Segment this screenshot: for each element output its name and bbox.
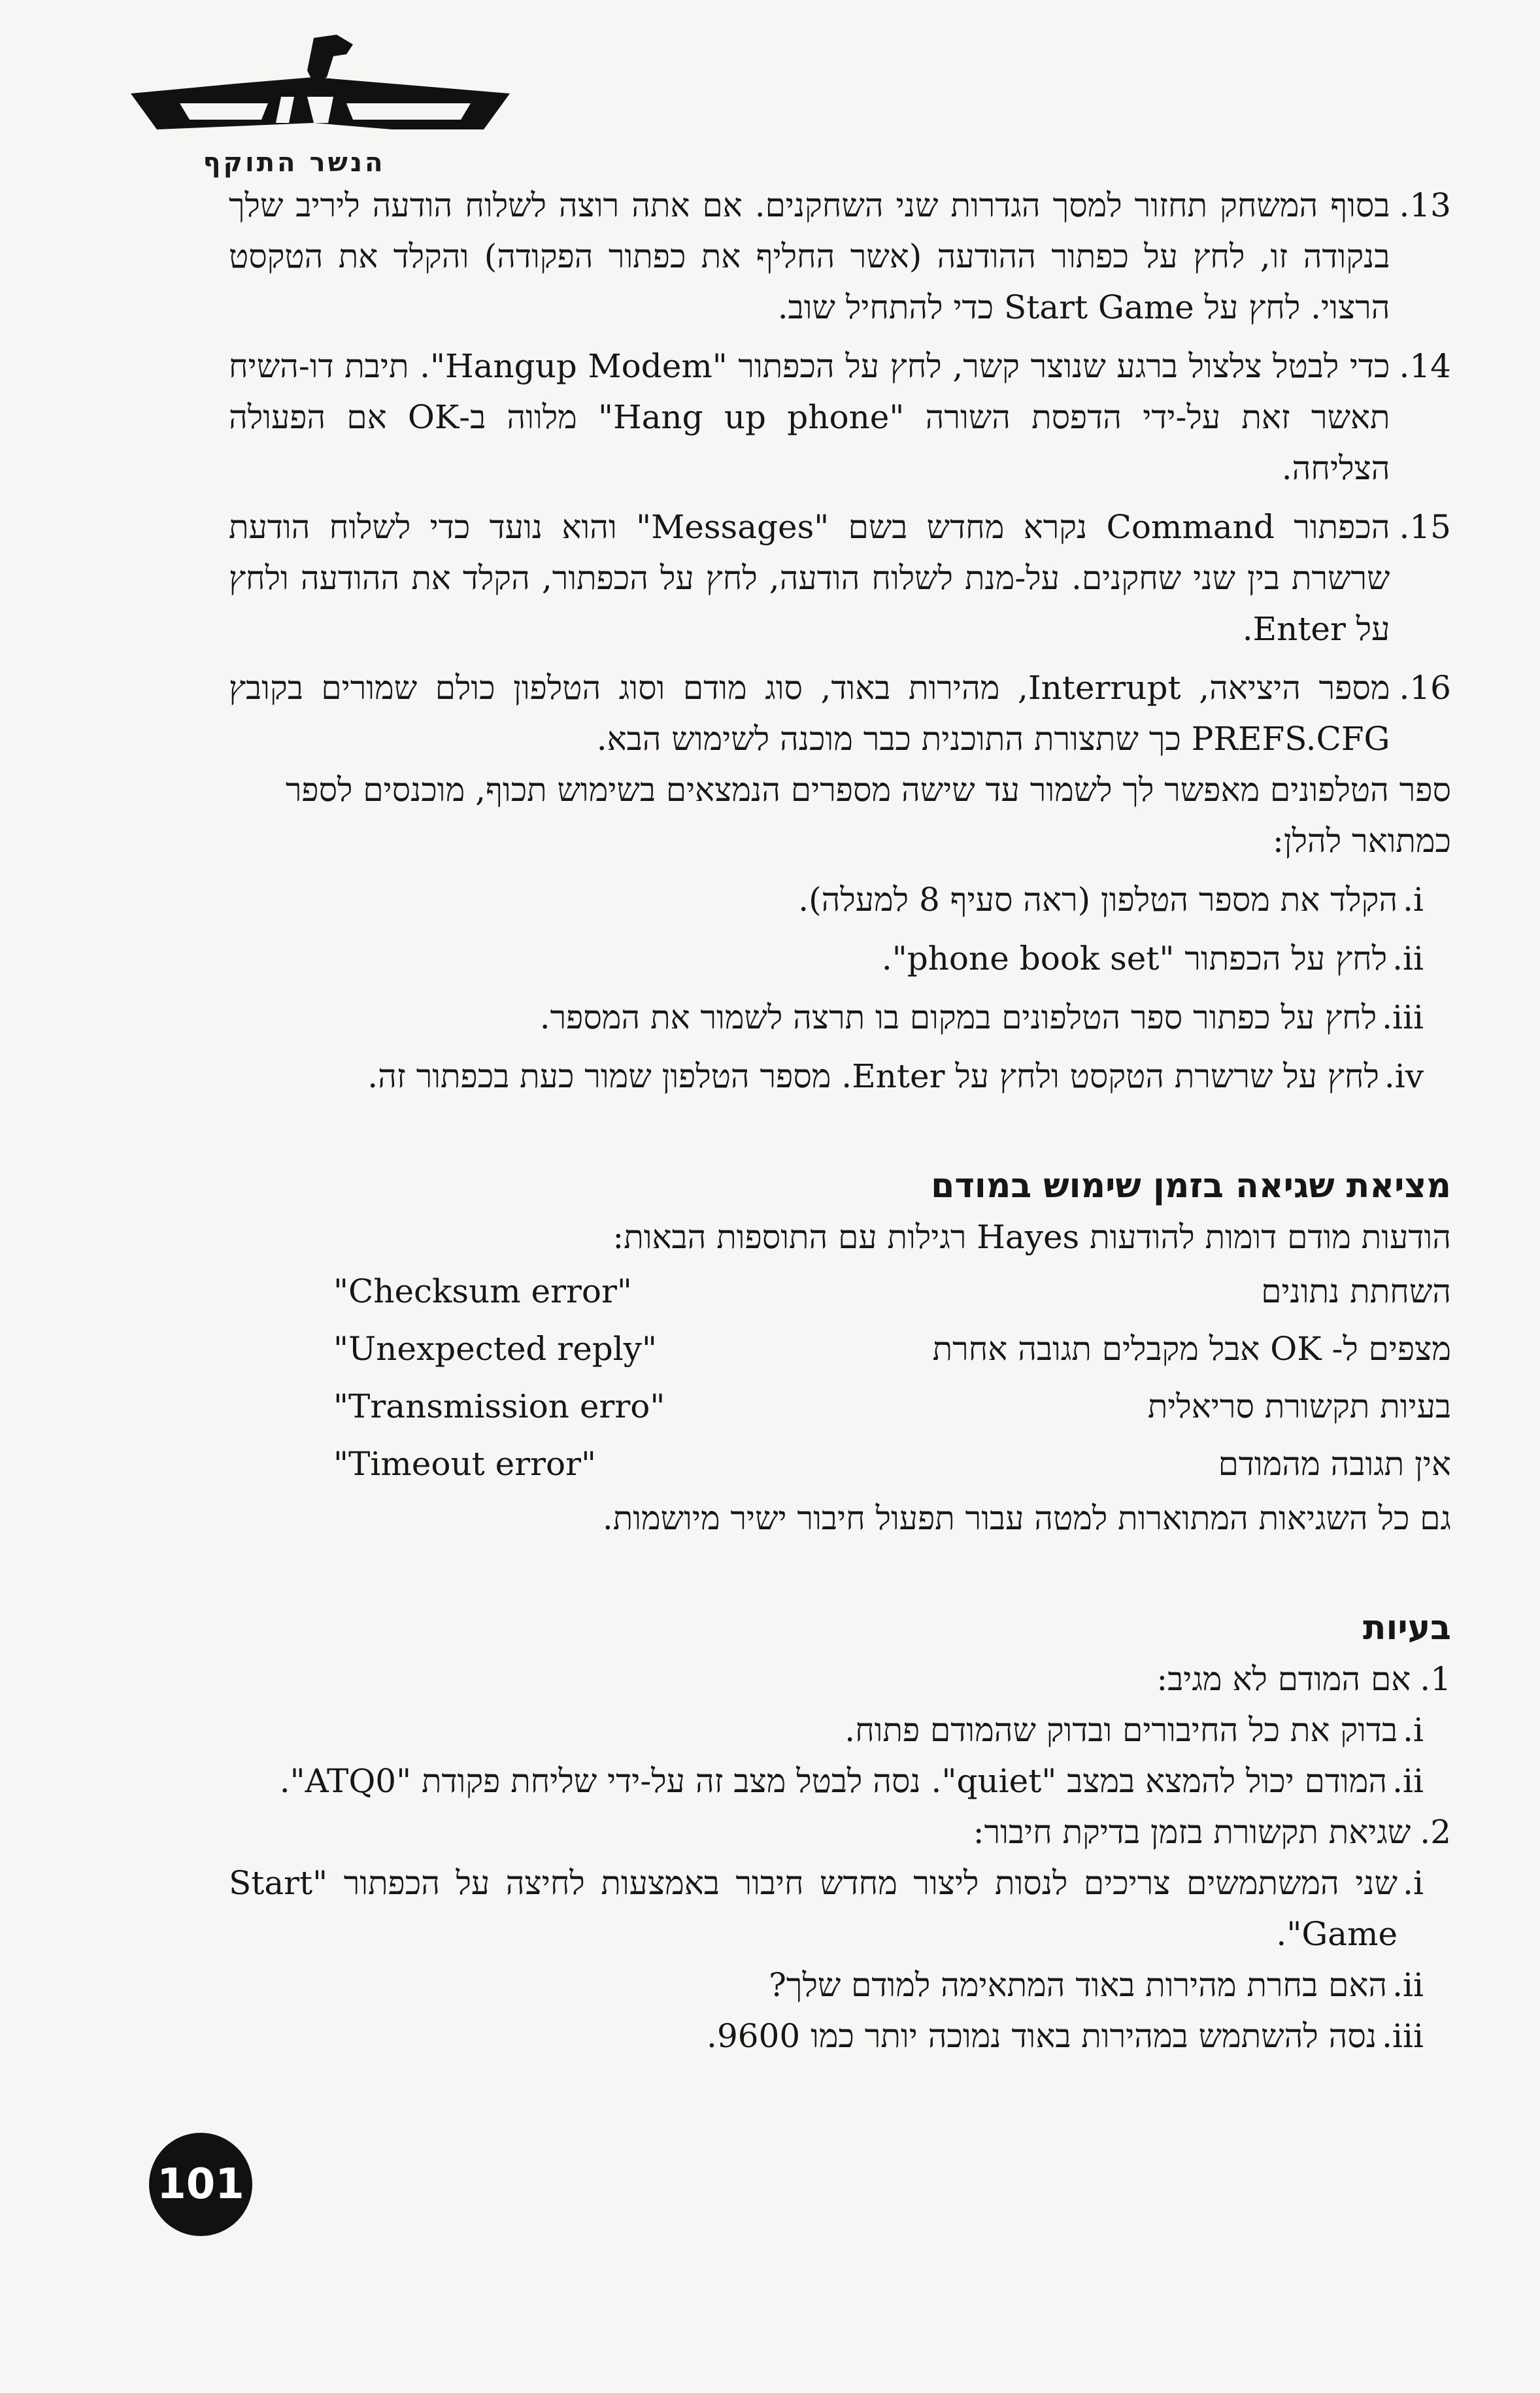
item-text: הכפתור Command נקרא מחדש בשם "Messages" והוא נועד כדי לשלוח הודעת שרשרת בין שני שחקנים. על-מנת לשלוח הודעה, לחץ על הכפתור, הקלד את ההודעה ולחץ על Enter.: [229, 508, 1390, 648]
error-row: [229, 1263, 1451, 1320]
sub-text: שני המשתמשים צריכים לנסות ליצור מחדש חיבור באמצעות לחיצה על הכפתור "Start Game".: [229, 1864, 1398, 1953]
item-text: כדי לבטל צלצול ברגע שנוצר קשר, לחץ על הכפתור "Hangup Modem". תיבת דו-השיח תאשר זאת על-ידי הדפסת השורה "Hang up phone" מלווה ב-OK אם הפעולה הצליחה.: [229, 347, 1390, 487]
step-number: iv.: [1384, 1057, 1424, 1095]
page-content: [229, 180, 1451, 2062]
item-text: מספר היציאה, Interrupt, מהירות באוד, סוג מודם וסוג הטלפון כולם שמורים בקובץ PREFS.CFG כך שתצורת התוכנית כבר מוכנה לשימוש הבא.: [229, 669, 1390, 758]
page-number-badge: 101: [149, 2133, 252, 2236]
error-row: [229, 1378, 1451, 1435]
step-text: לחץ על שרשרת הטקסט ולחץ על Enter. מספר הטלפון שמור כעת בכפתור זה.: [367, 1057, 1379, 1095]
item-text: בסוף המשחק תחזור למסך הגדרות שני השחקנים. אם אתה רוצה לשלוח הודעה ליריב שלך בנקודה זו, לחץ על כפתור ההודעה (אשר החליף את כפתור הפקודה) והקלד את הטקסט הרצוי. לחץ על Start Game כדי להתחיל שוב.: [229, 186, 1390, 326]
error-message: "Timeout error": [333, 1445, 597, 1483]
numbered-item: [229, 501, 1451, 654]
error-row: [229, 1435, 1451, 1493]
sub-number: i.: [1403, 1711, 1424, 1749]
step-text: לחץ על הכפתור "phone book set".: [881, 940, 1388, 977]
error-message: "Transmission erro": [333, 1387, 665, 1425]
sub-number: ii.: [1392, 1966, 1424, 2004]
numbered-item: [229, 662, 1451, 764]
problem-text: שגיאת תקשורת בזמן בדיקת חיבור:: [973, 1813, 1411, 1851]
item-number: 14.: [1399, 347, 1451, 385]
errors-note: גם כל השגיאות המתוארות למטה עבור תפעול חיבור ישיר מיושמות.: [602, 1499, 1451, 1537]
step-number: i.: [1403, 881, 1424, 919]
numbered-item: [229, 341, 1451, 494]
eagle-logo-icon: [118, 31, 523, 162]
error-meaning: מצפים ל- OK אבל מקבלים תגובה אחרת: [932, 1330, 1451, 1368]
phonebook-intro: ספר הטלפונים מאפשר לך לשמור עד שישה מספרים הנמצאים בשימוש תכוף, מוכנסים לספר כמתואר להלן:: [285, 771, 1451, 860]
item-number: 15.: [1399, 508, 1451, 546]
item-number: 16.: [1399, 669, 1451, 707]
numbered-item: [229, 180, 1451, 333]
problem-number: 1.: [1420, 1660, 1451, 1698]
step-number: iii.: [1382, 998, 1424, 1036]
sub-text: המודם יכול להמצא במצב "quiet". נסה לבטל מצב זה על-ידי שליחת פקודת "ATQ0".: [279, 1762, 1388, 1800]
sub-text: בדוק את כל החיבורים ובדוק שהמודם פתוח.: [845, 1711, 1398, 1749]
error-row: [229, 1320, 1451, 1378]
error-message: "Unexpected reply": [333, 1330, 658, 1368]
sub-number: iii.: [1382, 2017, 1424, 2055]
sub-number: ii.: [1392, 1762, 1424, 1800]
step-text: הקלד את מספר הטלפון (ראה סעיף 8 למעלה).: [798, 881, 1398, 919]
sub-text: נסה להשתמש במהירות באוד נמוכה יותר כמו 9600.: [707, 2017, 1377, 2055]
f16-logo: [118, 31, 523, 182]
phonebook-step: [229, 874, 1424, 925]
item-number: 13.: [1399, 186, 1451, 224]
error-meaning: השחתת נתונים: [1261, 1272, 1451, 1310]
problem-sub-item: [229, 1960, 1424, 2011]
phonebook-step: [229, 933, 1424, 984]
problem-item: [229, 1654, 1451, 1705]
step-text: לחץ על כפתור ספר הטלפונים במקום בו תרצה לשמור את המספר.: [539, 998, 1377, 1036]
sub-text: האם בחרת מהירות באוד המתאימה למודם שלך?: [769, 1966, 1388, 2004]
problem-text: אם המודם לא מגיב:: [1156, 1660, 1411, 1698]
section-heading-problems: בעיות: [1362, 1608, 1451, 1648]
step-number: ii.: [1392, 940, 1424, 977]
sub-number: i.: [1403, 1864, 1424, 1902]
phonebook-step: [229, 992, 1424, 1043]
problem-sub-item: [229, 2011, 1424, 2062]
problem-sub-item: [229, 1705, 1424, 1756]
error-message: "Checksum error": [333, 1272, 632, 1310]
phonebook-step: [229, 1051, 1424, 1102]
problem-item: [229, 1807, 1451, 1858]
problem-sub-item: [229, 1858, 1424, 1960]
errors-intro: הודעות מודם דומות להודעות Hayes רגילות עם התוספות הבאות:: [612, 1218, 1451, 1256]
problem-sub-item: [229, 1756, 1424, 1807]
section-heading-errors: מציאת שגיאה בזמן שימוש במודם: [931, 1166, 1451, 1206]
logo-subtitle: הנשר התוקף: [203, 148, 386, 178]
error-meaning: אין תגובה מהמודם: [1218, 1445, 1451, 1483]
error-meaning: בעיות תקשורת סריאלית: [1147, 1387, 1451, 1425]
problem-number: 2.: [1420, 1813, 1451, 1851]
